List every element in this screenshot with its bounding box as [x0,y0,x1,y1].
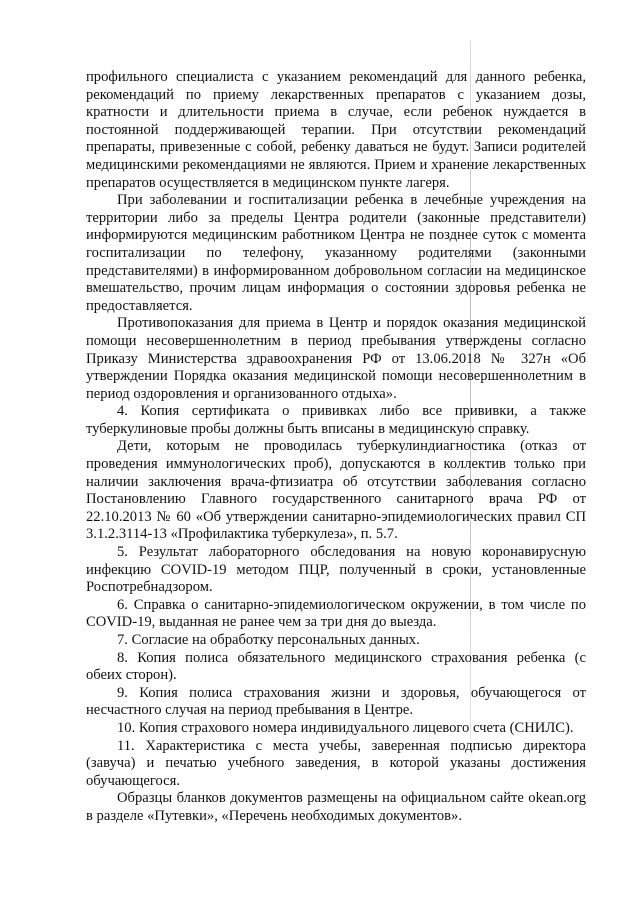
paragraph-item-6: 6. Справка о санитарно-эпидемиологическом окружении, в том числе по COVID-19, выданная не ранее чем за три дня до выезда. [86,596,586,631]
paragraph-item-5: 5. Результат лабораторного обследования на новую коронавирусную инфекцию COVID-19 методом ПЦР, полученный в сроки, установленные Роспотребнадзором. [86,544,586,596]
paragraph-item-9: 9. Копия полиса страхования жизни и здоровья, обучающегося от несчастного случая на период пребывания в Центре. [86,684,586,719]
paragraph-item-11: 11. Характеристика с места учебы, заверенная подписью директора (завуча) и печатью учебного заведения, в которой указаны достижения обучающегося. [86,737,586,789]
paragraph-item-8: 8. Копия полиса обязательного медицинского страхования ребенка (с обеих сторон). [86,649,586,684]
paragraph-medication-recommendations: профильного специалиста с указанием рекомендаций для данного ребенка, рекомендаций по приему лекарственных препаратов с указанием дозы, кратности и длительности приема в случае, если ребенок нуждается в постоянной поддерживающей терапии. При отсутствии рекомендаций препараты, привезенные с собой, ребенку даваться не будут. Записи родителей медицинскими рекомендациями не являются. Прием и хранение лекарственных препаратов осуществляется в медицинском пункте лагеря. [86,69,586,191]
paragraph-item-4: 4. Копия сертификата о прививках либо все прививки, а также туберкулиновые пробы должны быть вписаны в медицинскую справку. [86,403,586,437]
paragraph-forms-location: Образцы бланков документов размещены на официальном сайте okean.org в разделе «Путевки», «Перечень необходимых документов». [86,790,586,824]
paragraph-item-7: 7. Согласие на обработку персональных данных. [117,632,420,648]
paragraph-contraindications: Противопоказания для приема в Центр и порядок оказания медицинской помощи несовершеннолетним в период пребывания утверждены согласно Приказу Министерства здравоохранения РФ от 13.06.2018 № 327н «Об утверждении Порядка оказания медицинской помощи несовершеннолетним в период оздоровления и организованного отдыха». [86,315,586,402]
document-page [86,69,586,826]
paragraph-tuberculin: Дети, которым не проводилась туберкулиндиагностика (отказ от проведения иммунологических проб), допускаются в коллектив только при наличии заключения врача-фтизиатра об отсутствии заболевания согласно Постановлению Главного государственного санитарного врача РФ от 22.10.2013 № 60 «Об утверждении санитарно-эпидемиологических правил СП 3.1.2.3114-13 «Профилактика туберкулеза», п. 5.7. [86,438,586,543]
paragraph-hospitalization: При заболевании и госпитализации ребенка в лечебные учреждения на территории либо за пределы Центра родители (законные представители) информируются медицинским работником Центра не позднее суток с момента госпитализации по телефону, указанному родителями (законными представителями) в информированном добровольном согласии на медицинское вмешательство, прочим лицам информация о состоянии здоровья ребенка не предоставляется. [86,192,586,314]
paragraph-item-10: 10. Копия страхового номера индивидуального лицевого счета (СНИЛС). [117,719,574,736]
